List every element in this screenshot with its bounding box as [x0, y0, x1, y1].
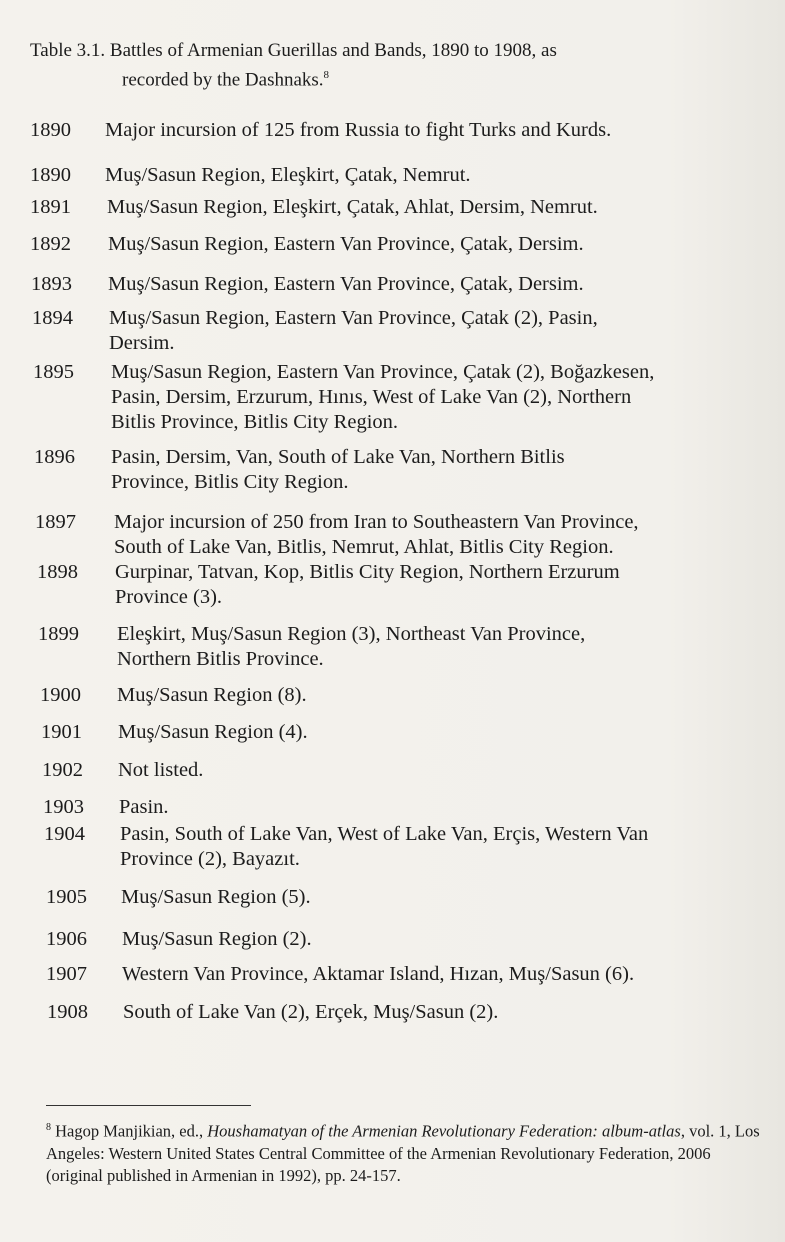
footnote-reference: 8 — [323, 69, 330, 81]
row-text-line: Bitlis Province, Bitlis City Region. — [111, 411, 399, 433]
row-text-line: Pasin. — [119, 796, 169, 818]
row-year: 1902 — [42, 759, 83, 781]
row-text-line: Province, Bitlis City Region. — [111, 471, 349, 493]
footnote — [46, 1117, 766, 1187]
row-year: 1905 — [46, 886, 87, 908]
row-year: 1900 — [40, 684, 81, 706]
footnote-title: Houshamatyan of the Armenian Revolutionary Federation: album-atlas — [207, 1121, 681, 1141]
row-text-line: Dersim. — [109, 332, 175, 354]
row-text-line: Pasin, South of Lake Van, West of Lake Van, Erçis, Western Van — [120, 823, 649, 845]
row-year: 1906 — [46, 928, 87, 950]
footnote-author: Hagop Manjikian, ed., — [55, 1121, 208, 1141]
row-text-line: Muş/Sasun Region (5). — [121, 886, 311, 908]
row-year: 1896 — [34, 446, 75, 468]
table-caption — [30, 38, 730, 92]
row-year: 1893 — [31, 273, 72, 295]
row-text-line: Muş/Sasun Region, Eastern Van Province, Çatak, Dersim. — [108, 273, 584, 295]
row-year: 1898 — [37, 561, 78, 583]
row-text-line: Major incursion of 125 from Russia to fight Turks and Kurds. — [105, 119, 612, 141]
row-text-line: Pasin, Dersim, Erzurum, Hınıs, West of Lake Van (2), Northern — [111, 386, 632, 408]
row-text-line: Province (3). — [115, 586, 223, 608]
row-text-line: Pasin, Dersim, Van, South of Lake Van, Northern Bitlis — [111, 446, 565, 468]
row-text-line: Muş/Sasun Region, Eleşkirt, Çatak, Nemrut. — [105, 164, 471, 186]
row-text-line: Western Van Province, Aktamar Island, Hızan, Muş/Sasun (6). — [122, 963, 635, 985]
row-text-line: Major incursion of 250 from Iran to Southeastern Van Province, — [114, 511, 639, 533]
row-year: 1903 — [43, 796, 84, 818]
row-text-line: Muş/Sasun Region (4). — [118, 721, 308, 743]
row-text-line: Muş/Sasun Region, Eleşkirt, Çatak, Ahlat, Dersim, Nemrut. — [107, 196, 598, 218]
row-year: 1894 — [32, 307, 73, 329]
row-year: 1892 — [30, 233, 71, 255]
row-text-line: Muş/Sasun Region, Eastern Van Province, Çatak (2), Boğazkesen, — [111, 361, 655, 383]
row-year: 1899 — [38, 623, 79, 645]
row-text-line: Not listed. — [118, 759, 204, 781]
row-year: 1891 — [30, 196, 71, 218]
row-year: 1907 — [46, 963, 87, 985]
row-text-line: South of Lake Van, Bitlis, Nemrut, Ahlat, Bitlis City Region. — [114, 536, 614, 558]
row-text-line: Muş/Sasun Region, Eastern Van Province, Çatak (2), Pasin, — [109, 307, 598, 329]
row-text-line: Province (2), Bayazıt. — [120, 848, 300, 870]
caption-line-2: recorded by the Dashnaks. — [122, 69, 324, 91]
row-year: 1890 — [30, 164, 71, 186]
row-text-line: Muş/Sasun Region (2). — [122, 928, 312, 950]
row-text-line: Muş/Sasun Region, Eastern Van Province, Çatak, Dersim. — [108, 233, 584, 255]
footnote-details: , vol. 1, Los Angeles: Western United States Central Committee of the Armenian Revolutionary Federation, 2006 (original published in Armenian in 1992), pp. 24-157. — [46, 1121, 760, 1185]
row-year: 1897 — [35, 511, 76, 533]
row-text-line: Gurpinar, Tatvan, Kop, Bitlis City Region, Northern Erzurum — [115, 561, 620, 583]
footnote-divider — [46, 1105, 251, 1106]
row-year: 1890 — [30, 119, 71, 141]
row-text-line: Muş/Sasun Region (8). — [117, 684, 307, 706]
row-year: 1895 — [33, 361, 74, 383]
row-text-line: Northern Bitlis Province. — [117, 648, 324, 670]
row-year: 1904 — [44, 823, 85, 845]
row-text-line: South of Lake Van (2), Erçek, Muş/Sasun (2). — [123, 1001, 499, 1023]
row-year: 1901 — [41, 721, 82, 743]
row-text-line: Eleşkirt, Muş/Sasun Region (3), Northeast Van Province, — [117, 623, 586, 645]
caption-line-1: Table 3.1. Battles of Armenian Guerillas and Bands, 1890 to 1908, as — [30, 40, 557, 61]
row-year: 1908 — [47, 1001, 88, 1023]
footnote-mark: 8 — [46, 1122, 51, 1133]
